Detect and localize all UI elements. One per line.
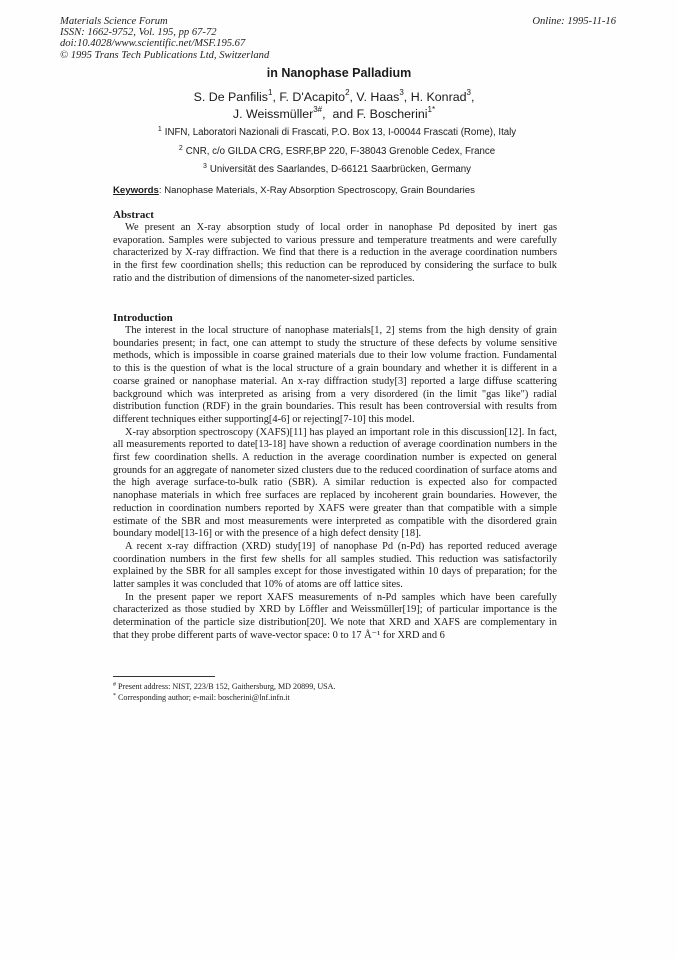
journal-issn: ISSN: 1662-9752, Vol. 195, pp 67-72 xyxy=(60,27,217,39)
author-list: S. De Panfilis$^1$, F. D'Acapito$^2$, V. Haas$^3$, H. Konrad$^3$, J. Weissmüller$^{3\#}$, and F. Boscherini$^{1*}$ xyxy=(193,88,475,121)
keywords-text: : Nanophase Materials, X-Ray Absorption Spectroscopy, Grain Boundaries xyxy=(158,185,475,196)
journal-name: Materials Science Forum xyxy=(60,16,168,27)
author-sup: 3# xyxy=(313,105,323,114)
keywords xyxy=(113,185,475,196)
author-name: F. Boscherini xyxy=(356,107,428,121)
affiliation-sup: 3 xyxy=(202,163,207,170)
journal-header xyxy=(60,16,269,61)
author-name: J. Weissmüller xyxy=(232,107,314,121)
intro-paragraph: X-ray absorption spectroscopy (XAFS)[11] has played an important role in this discussion[12]. In fact, all measurements reported to date[13-18] have shown a reduction of average coordination numbers in the first few coordination shells. A reduction in the average coordination number is expected on general grounds for an aggregate of nanometer sized clusters due to the reduced coordination of surface atoms and the high average surface-to-bulk ratio (SBR). A similar reduction is expected also for compacted nanophase materials in which free surfaces are replaced by incoherent grain boundaries. However, the reduction in coordination numbers reported by XAFS were greater than that compatible with a simple estimate of the SBR and most measurements were interpreted as compatible with the disordered grain boundary model[13-16] or with the presence of a high defect density [18]. xyxy=(113,426,557,540)
footnote-text: Present address: NIST, 223/B 152, Gaithersburg, MD 20899, USA. xyxy=(118,682,336,691)
footnote xyxy=(113,682,336,693)
footnote xyxy=(113,693,336,704)
affiliation xyxy=(60,146,614,157)
footnote-sup: # xyxy=(113,682,116,688)
intro-paragraph: A recent x-ray diffraction (XRD) study[19] of nanophase Pd (n-Pd) has reported reduced average coordination numbers in the first few shells for all samples studied. This reduction was satisfactorily explained by the SBR for all samples except for those investigated within 10 days of preparation; for the latter samples it was concluded that 10% of atoms are off lattice sites. xyxy=(113,540,557,591)
author-sup: 3 xyxy=(399,88,404,97)
paper-title: in Nanophase Palladium xyxy=(266,66,412,80)
journal-copyright: © 1995 Trans Tech Publications Ltd, Switzerland xyxy=(60,49,270,61)
abstract-body xyxy=(113,222,557,286)
intro-paragraph: The interest in the local structure of nanophase materials[1, 2] stems from the high density of grain boundaries present; in fact, one can attempt to study the structure of these defects by volume sensitive methods, which is impossible in coarse grained materials due to their low volume fraction. Fundamental to this is the question of what is the local structure of a grain boundary and whether it is different in a coarse grained or nanophase material. An x-ray diffraction study[3] reported a large diffuse scattering background which was interpreted as arising from a very disordered (in the limit "gas like") radial distribution function (RDF) in the grain boundaries. This result has been controversial with results from different techniques either supporting[4-6] or rejecting[7-10] this model. xyxy=(113,325,557,425)
footnote-divider xyxy=(113,676,215,677)
affiliation-sup: 2 xyxy=(178,145,183,152)
author-name: F. D'Acapito xyxy=(279,90,346,104)
introduction-heading: Introduction xyxy=(113,312,173,324)
footnotes xyxy=(113,682,336,704)
introduction-body xyxy=(113,325,557,643)
author-sup: 3 xyxy=(466,88,471,97)
author-sup: 2 xyxy=(345,88,350,97)
abstract-heading: Abstract xyxy=(113,209,154,221)
affiliation xyxy=(60,164,614,175)
author-sup: 1 xyxy=(267,88,273,97)
author-name: S. De Panfilis xyxy=(193,90,268,104)
affiliation-text: CNR, c/o GILDA CRG, ESRF,BP 220, F-38043 Grenoble Cedex, France xyxy=(185,146,496,157)
online-date: Online: 1995-11-16 xyxy=(532,16,616,27)
author-and: and xyxy=(332,107,354,121)
affiliation-text: INFN, Laboratori Nazionali di Frascati, P.O. Box 13, I-00044 Frascati (Rome), Italy xyxy=(164,127,517,138)
journal-doi: doi:10.4028/www.scientific.net/MSF.195.67 xyxy=(60,38,246,50)
author-name: H. Konrad xyxy=(410,90,467,104)
affiliation-sup: 1 xyxy=(157,126,162,133)
intro-paragraph: In the present paper we report XAFS measurements of n-Pd samples which have been carefully characterized as those studied by XRD by Löffler and Weissmüller[19]; of particular importance is the determination of the particle size distribution[20]. We note that XRD and XAFS are complementary in that they probe different parts of wave-vector space: 0 to 17 Å⁻¹ for XRD and 6 xyxy=(113,591,557,641)
author-name: V. Haas xyxy=(356,90,400,104)
affiliation xyxy=(60,127,614,138)
footnote-sup: * xyxy=(113,692,116,699)
abstract-paragraph: We present an X-ray absorption study of local order in nanophase Pd deposited by inert gas evaporation. Samples were subjected to various pressure and temperature treatments and were carefully characterized by X-ray diffraction. We find that there is a reduction in the average coordination numbers in the first few coordination shells; this reduction can be reproduced by considering the surface to bulk ratio and the distribution of dimensions of the nanometer-sized particles. xyxy=(113,222,557,284)
keywords-label: Keywords xyxy=(113,185,159,196)
author-sup: 1* xyxy=(427,105,436,114)
footnote-text: Corresponding author; e-mail: boscherini@lnf.infn.it xyxy=(118,692,290,702)
affiliation-text: Universität des Saarlandes, D-66121 Saarbrücken, Germany xyxy=(209,164,472,175)
